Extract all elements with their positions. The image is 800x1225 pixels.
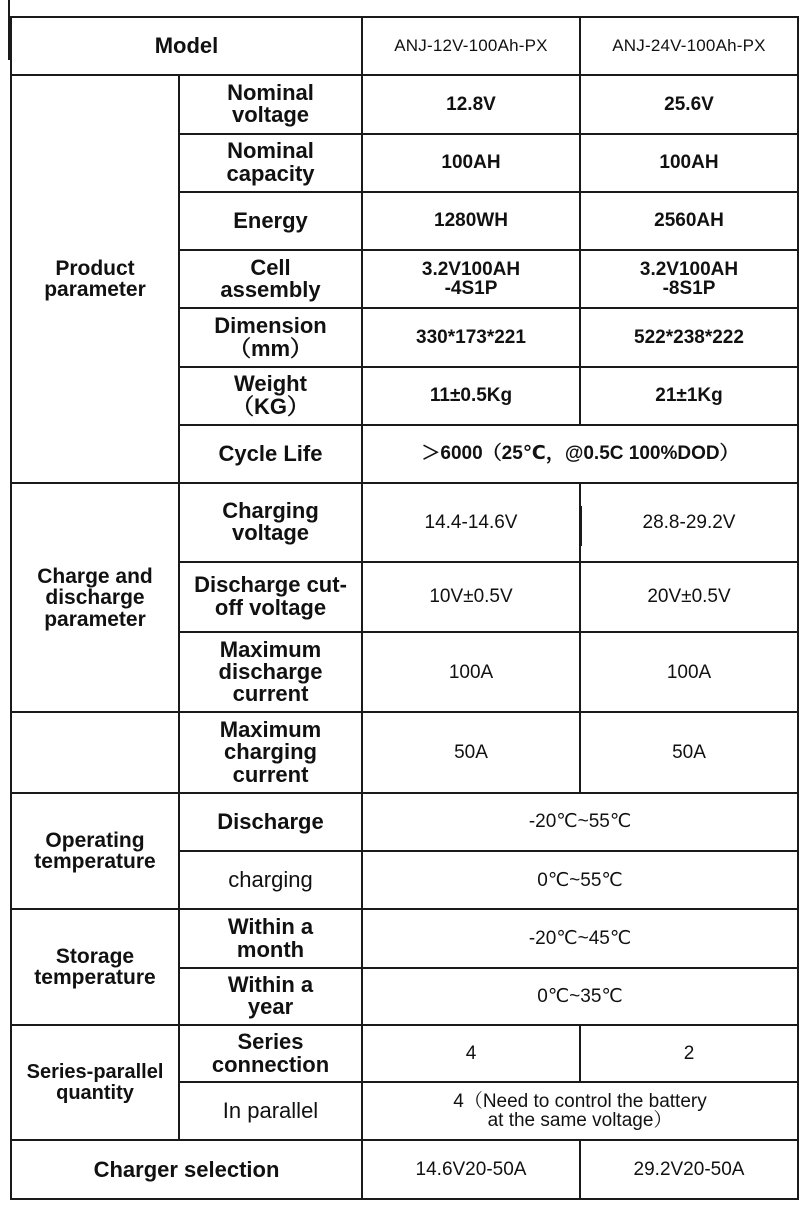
param-label: Series connection <box>179 1025 362 1082</box>
param-label: Energy <box>179 192 362 250</box>
param-label: Cycle Life <box>179 425 362 483</box>
value-a: 330*173*221 <box>362 308 580 366</box>
param-label: Discharge <box>179 793 362 851</box>
partial-divider <box>580 506 582 546</box>
table-row <box>11 793 798 851</box>
value-a: 14.4-14.6V <box>362 483 580 561</box>
param-label: Cell assembly <box>179 250 362 308</box>
value-b: 3.2V100AH -8S1P <box>580 250 798 308</box>
param-label: Nominal voltage <box>179 75 362 133</box>
charger-selection-label: Charger selection <box>11 1140 362 1199</box>
value-b: 100A <box>580 632 798 712</box>
value-a: 3.2V100AH -4S1P <box>362 250 580 308</box>
param-label: Maximum charging current <box>179 712 362 792</box>
value-a: 4 <box>362 1025 580 1082</box>
series-parallel-group: Series-parallel quantity <box>11 1025 179 1141</box>
value-merged: -20℃~55℃ <box>362 793 798 851</box>
value-b: 25.6V <box>580 75 798 133</box>
value-merged: 0℃~35℃ <box>362 968 798 1025</box>
value-b-text: 28.8-29.2V <box>642 511 736 533</box>
value-a: 11±0.5Kg <box>362 367 580 425</box>
empty-group-cell <box>11 712 179 792</box>
value-a: 1280WH <box>362 192 580 250</box>
table-row <box>11 483 798 561</box>
product-parameter-group: Product parameter <box>11 75 179 483</box>
model-a-header: ANJ-12V-100Ah-PX <box>362 17 580 75</box>
value-b: 2560AH <box>580 192 798 250</box>
value-a: 100A <box>362 632 580 712</box>
param-label: Maximum discharge current <box>179 632 362 712</box>
value-b: 522*238*222 <box>580 308 798 366</box>
value-b: 2 <box>580 1025 798 1082</box>
left-edge-line <box>0 0 10 60</box>
battery-spec-table <box>10 16 799 1200</box>
charge-discharge-group: Charge and discharge parameter <box>11 483 179 712</box>
param-label: charging <box>179 851 362 909</box>
value-a: 12.8V <box>362 75 580 133</box>
table-row <box>11 1140 798 1199</box>
model-b-header: ANJ-24V-100Ah-PX <box>580 17 798 75</box>
value-merged: -20℃~45℃ <box>362 909 798 967</box>
value-a: 14.6V20-50A <box>362 1140 580 1199</box>
value-b: 20V±0.5V <box>580 562 798 632</box>
value-b: 29.2V20-50A <box>580 1140 798 1199</box>
operating-temperature-group: Operating temperature <box>11 793 179 910</box>
param-label: Weight （KG） <box>179 367 362 425</box>
param-label: In parallel <box>179 1082 362 1140</box>
param-label: Discharge cut- off voltage <box>179 562 362 632</box>
value-b: 100AH <box>580 134 798 192</box>
table-row <box>11 712 798 792</box>
param-label: Within a year <box>179 968 362 1025</box>
value-b: 50A <box>580 712 798 792</box>
value-merged: 4（Need to control the battery at the same voltage） <box>362 1082 798 1140</box>
value-b <box>580 483 798 561</box>
storage-temperature-group: Storage temperature <box>11 909 179 1025</box>
value-a: 10V±0.5V <box>362 562 580 632</box>
model-header: Model <box>11 17 362 75</box>
value-a: 100AH <box>362 134 580 192</box>
value-a: 50A <box>362 712 580 792</box>
value-merged: ＞6000（25℃，@0.5C 100%DOD） <box>362 425 798 483</box>
param-label: Dimension （mm） <box>179 308 362 366</box>
table-row <box>11 1025 798 1082</box>
table-row <box>11 909 798 967</box>
value-merged: 0℃~55℃ <box>362 851 798 909</box>
param-label: Charging voltage <box>179 483 362 561</box>
table-header-row <box>11 17 798 75</box>
param-label: Within a month <box>179 909 362 967</box>
value-b: 21±1Kg <box>580 367 798 425</box>
param-label: Nominal capacity <box>179 134 362 192</box>
table-row <box>11 75 798 133</box>
